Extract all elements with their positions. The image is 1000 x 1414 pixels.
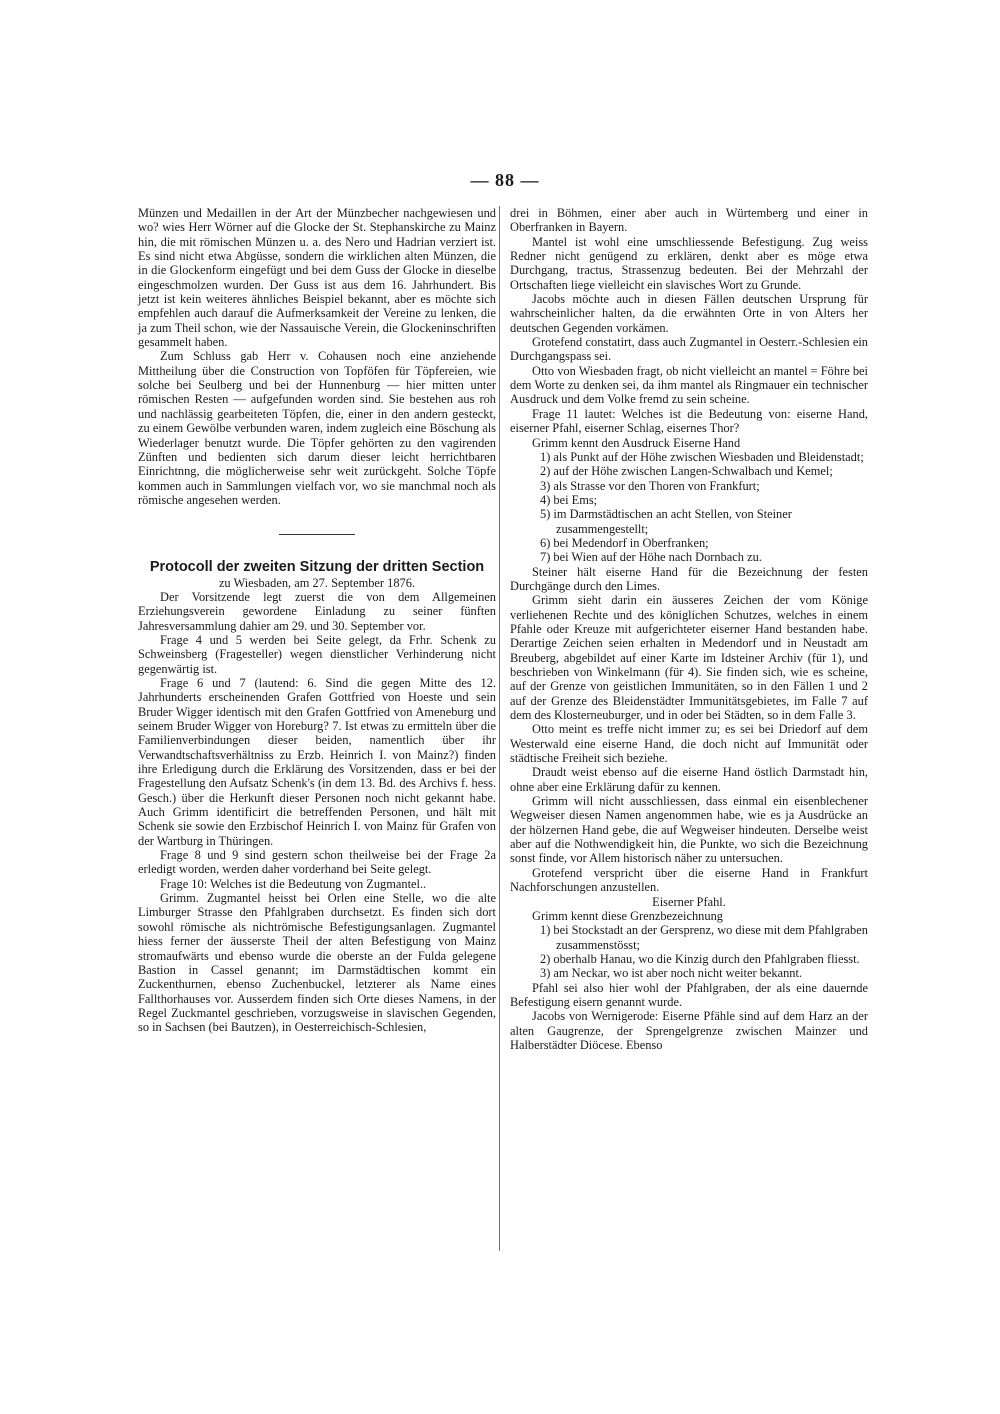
list-item: 5) im Darmstädtischen an acht Stellen, von Steiner zusammengestellt;: [540, 507, 792, 536]
paragraph: Draudt weist ebenso auf die eiserne Hand östlich Darmstadt hin, ohne aber eine Erklärung dafür zu kennen.: [510, 765, 868, 794]
paragraph: Jacobs möchte auch in diesen Fällen deutschen Ursprung für wahrscheinlicher halten, da die erwähnten Orte in von Alters her deutschen Gegenden vorkämen.: [510, 292, 868, 335]
paragraph: Grotefend constatirt, dass auch Zugmantel in Oesterr.-Schlesien ein Durchgangspass sei.: [510, 335, 868, 364]
paragraph: Grimm will nicht ausschliessen, dass einmal ein eisenblechener Wegweiser diesen Namen angenommen habe, wie es ja Ausdrücke an der hölzernen Hand gebe, die auf Wegweiser hindeuten. Derselbe weist aber auf die Nothwendigkeit hin, die Punkte, wo sich die Bezeichnung sonst finde, vor Allem historisch näher zu untersuchen.: [510, 794, 868, 866]
paragraph: Grotefend verspricht über die eiserne Hand in Frankfurt Nachforschungen anzustellen.: [510, 865, 868, 895]
paragraph: Der Vorsitzende legt zuerst die von dem Allgemeinen Erziehungsverein gewordene Einladung zu seiner fünften Jahresversammlung dahier am 29. und 30. September vor.: [138, 589, 496, 633]
paragraph: Otto meint es treffe nicht immer zu; es sei bei Driedorf auf dem Westerwald eine eiserne Hand, die doch nicht auf Immunität oder städtische Freiheit sich beziehe.: [510, 722, 868, 766]
paragraph: Steiner hält eiserne Hand für die Bezeichnung der festen Durchgänge durch den Limes.: [510, 564, 868, 593]
list-item: 1) bei Stockstadt an der Gersprenz, wo diese mit dem Pfahlgraben zusammenstösst;: [540, 923, 868, 952]
paragraph: Grimm. Zugmantel heisst bei Orlen eine Stelle, wo die alte Limburger Strasse den Pfahlgraben durchsetzt. Es finden sich dort sowohl römische als nichtrömische Befestigungsanlagen. Zugmantel hiess ferner der äusserste Theil der alten Befestigung von Mainz stromaufwärts und ebenso wurde die oberste an der Fulda gelegene Bastion in Cassel genannt; im Darmstädtischen kommt ein Zuckenthurnen, ebenso Zuchenbuckel, letzterer als Name eines Fallthorhauses vor. Ausserdem finden sich Orte dieses Namens, in der Regel Zuckmantel geschrieben, vorzugsweise in slavischen Gegenden, so in Sachsen (bei Bautzen), in Oesterreichisch-Schlesien,: [138, 891, 496, 1035]
list-item: 7) bei Wien auf der Höhe nach Dornbach zu.: [540, 550, 762, 565]
paragraph: Otto von Wiesbaden fragt, ob nicht vielleicht an mantel = Föhre bei dem Worte zu denken sei, da ihm mantel als Ringmauer ein technischer Ausdruck und dem Volke fremd zu sein scheine.: [510, 363, 868, 407]
list-item: 2) auf der Höhe zwischen Langen-Schwalbach und Kemel;: [540, 464, 833, 479]
list-item: 3) als Strasse vor den Thoren von Frankfurt;: [540, 478, 760, 493]
section-subtitle: zu Wiesbaden, am 27. September 1876.: [218, 575, 416, 590]
paragraph: Zum Schluss gab Herr v. Cohausen noch eine anziehende Mittheilung über die Construction von Topföfen für Töpfereien, wie solche bei Seulberg und bei der Hunnenburg — hier mitten unter römischen Resten — aufgefunden worden sind. Sie bestehen aus roh und nachlässig gearbeiteten Töpfen, die, einer in den andern gesteckt, zu einem Gewölbe verbunden waren, indem zugleich eine Böschung als Wiederlager benutzt wurde. Die Töpfer gehörten zu den vagirenden Zünften und bedienten sich darum dieser leicht herrichtbaren Einrichtnng, die möglicherweise sehr weit zurückgeht. Solche Töpfe kommen auch in Sammlungen vielfach vor, wo sie manchmal noch als römische angesehen werden.: [138, 349, 496, 507]
paragraph: drei in Böhmen, einer aber auch in Würtemberg und einer in Oberfranken in Bayern.: [510, 206, 868, 235]
paragraph: Grimm kennt den Ausdruck Eiserne Hand: [532, 435, 741, 450]
paragraph: Grimm sieht darin ein äusseres Zeichen der vom Könige verliehenen Rechte und des königlichen Schutzes, welches in einem Pfahle oder Kreuze mit aufgerichteter eiserner Hand bestanden habe. Derartige Zeichen seien erhalten in Medendorf und in Neustadt am Breuberg, abgebildet auf einer Karte im Idsteiner Archiv (für 1), und beschrieben von Winkelmann (für 4). Sie finden sich, wie es scheine, auf der Grenze von geistlichen Immunitäten, so in den Fällen 1 und 2 auf der Grenze des Bleidenstädter Immunitätsgebietes, im Falle 7 auf dem des Klosterneuburger, und in oder bei Städten, so in dem Falle 3.: [510, 593, 868, 723]
paragraph: Mantel ist wohl eine umschliessende Befestigung. Zug weiss Redner nicht genügend zu erklären, denkt aber es möge etwa Durchgang, tractus, Strassenzug bedeuten. Bei der Mehrzahl der Ortschaften liege vielleicht ein slavisches Wort zu Grunde.: [510, 234, 868, 292]
paragraph: Münzen und Medaillen in der Art der Münzbecher nachgewiesen und wo? wies Herr Wörner auf die Glocke der St. Stephanskirche zu Mainz hin, die mit römischen Münzen u. a. des Nero und Hadrian verziert ist. Es sind nicht etwa Abgüsse, sondern die wirklichen alten Münzen, die in die Glockenform eingefügt und bei dem Guss der Glocke in dieselbe eingeschmolzen wurden. Der Guss ist aus dem 16. Jahrhundert. Bis jetzt ist kein weiteres ähnliches Beispiel bekannt, aber es möchte sich empfehlen auch darauf die Aufmerksamkeit der Vereine zu lenken, die ja zum Theil schon, wie der Nassauische Verein, die Glockeninschriften gesammelt haben.: [138, 206, 496, 350]
paragraph: Grimm kennt diese Grenzbezeichnung: [532, 908, 723, 923]
paragraph: Pfahl sei also hier wohl der Pfahlgraben, der als eine dauernde Befestigung eisern genannt wurde.: [510, 980, 868, 1009]
paragraph: Frage 11 lautet: Welches ist die Bedeutung von: eiserne Hand, eiserner Pfahl, eiserner Schlag, eisernes Thor?: [510, 406, 868, 436]
paragraph: Frage 4 und 5 werden bei Seite gelegt, da Frhr. Schenk zu Schweinsberg (Fragesteller) wegen dienstlicher Verhinderung nicht gegenwärtig ist.: [138, 632, 496, 676]
right-column: [510, 206, 868, 1052]
page-number: — 88 —: [470, 170, 540, 190]
list-item: 2) oberhalb Hanau, wo die Kinzig durch den Pfahlgraben fliesst.: [540, 951, 860, 966]
separator: [138, 507, 496, 558]
column-divider: [499, 206, 500, 1251]
paragraph: Jacobs von Wernigerode: Eiserne Pfähle sind auf dem Harz an der alten Gaugrenze, der Sprengelgrenze zwischen Mainzer und Halberstädter Diöcese. Ebenso: [510, 1009, 868, 1052]
paragraph: Frage 6 und 7 (lautend: 6. Sind die gegen Mitte des 12. Jahrhunderts erscheinenden Grafen Gottfried von Hoeste und sein Bruder Wigger identisch mit den Grafen Gottfried von Ameneburg und seinem Bruder Wigger von Horeburg? 7. Ist etwas zu ermitteln über die Familienverbindungen dieser beiden, namentlich über ihr Verwandtschaftsverhältniss zu Erzb. Heinrich I. von Mainz?) finden ihre Erledigung durch die Erklärung des Vorsitzenden, dass er bei der Fragestellung den Aufsatz Schenk's (in dem 13. Bd. des Archivs f. hess. Gesch.) über die Herkunft dieser Personen noch nicht gekannt habe. Auch Grimm identificirt die betreffenden Personen, und hält mit Schenk sie sowie den Erzbischof Heinrich I. von Mainz für Grafen von der Wartburg in Thüringen.: [138, 675, 496, 848]
section-title: Protocoll der zweiten Sitzung der dritten Section: [149, 558, 485, 575]
subheading: Eiserner Pfahl.: [652, 894, 726, 909]
list-item: 6) bei Medendorf in Oberfranken;: [540, 535, 709, 550]
paragraph: Frage 8 und 9 sind gestern schon theilweise bei der Frage 2a erledigt worden, werden daher vorderhand bei Seite gelegt.: [138, 848, 496, 877]
paragraph: Frage 10: Welches ist die Bedeutung von Zugmantel..: [160, 876, 427, 891]
list-item: 4) bei Ems;: [540, 492, 598, 507]
list-item: 3) am Neckar, wo ist aber noch nicht weiter bekannt.: [540, 966, 803, 981]
left-column: [138, 206, 496, 1035]
list-item: 1) als Punkt auf der Höhe zwischen Wiesbaden und Bleidenstadt;: [540, 449, 864, 464]
